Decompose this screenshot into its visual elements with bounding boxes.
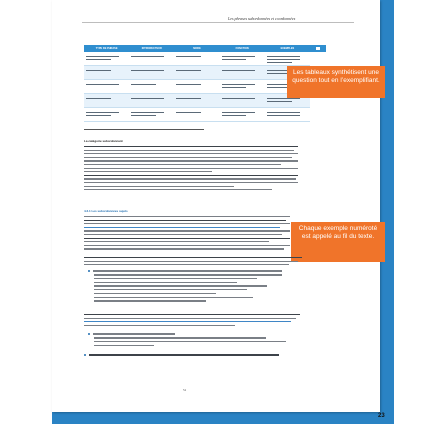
page-marker: 51 [183, 388, 187, 392]
paragraph-subordinant [84, 146, 298, 193]
column-header: TYPE DE PHRASE [95, 47, 118, 50]
summary-table [84, 45, 310, 122]
column-header: MODE [193, 47, 201, 50]
paragraph-after-examples [84, 314, 300, 328]
callout-tables: Les tableaux synthétisent une question tout en l’exemplifiant. [287, 66, 385, 98]
folio-number: 23 [378, 413, 385, 419]
table-row [84, 66, 310, 80]
table-header [84, 45, 310, 52]
header-rule [82, 22, 354, 23]
callout-examples: Chaque exemple numéroté est appelé au fil du texte. [291, 222, 385, 262]
column-header: FONCTION [235, 47, 249, 50]
section-heading: 4.2.1 Les subordonnées sujets [84, 209, 128, 213]
table-caption-placeholder [84, 129, 204, 130]
paragraph-subject-continued [84, 257, 302, 268]
column-header: EXEMPLES [280, 47, 295, 50]
example-list [88, 270, 298, 304]
table-row [84, 108, 310, 122]
example-list-2 [88, 333, 294, 348]
table-row [84, 52, 310, 66]
column-header: INTRODUCTEUR [141, 47, 162, 50]
closing-line [84, 354, 290, 358]
section-heading: La catégorie subordonnant [84, 139, 123, 143]
paragraph-subject [84, 216, 290, 252]
table-row [84, 80, 310, 94]
table-tab-marker [310, 45, 326, 52]
table-row [84, 94, 310, 108]
running-header: Les phrases subordonnées et coordonnées [228, 16, 296, 21]
